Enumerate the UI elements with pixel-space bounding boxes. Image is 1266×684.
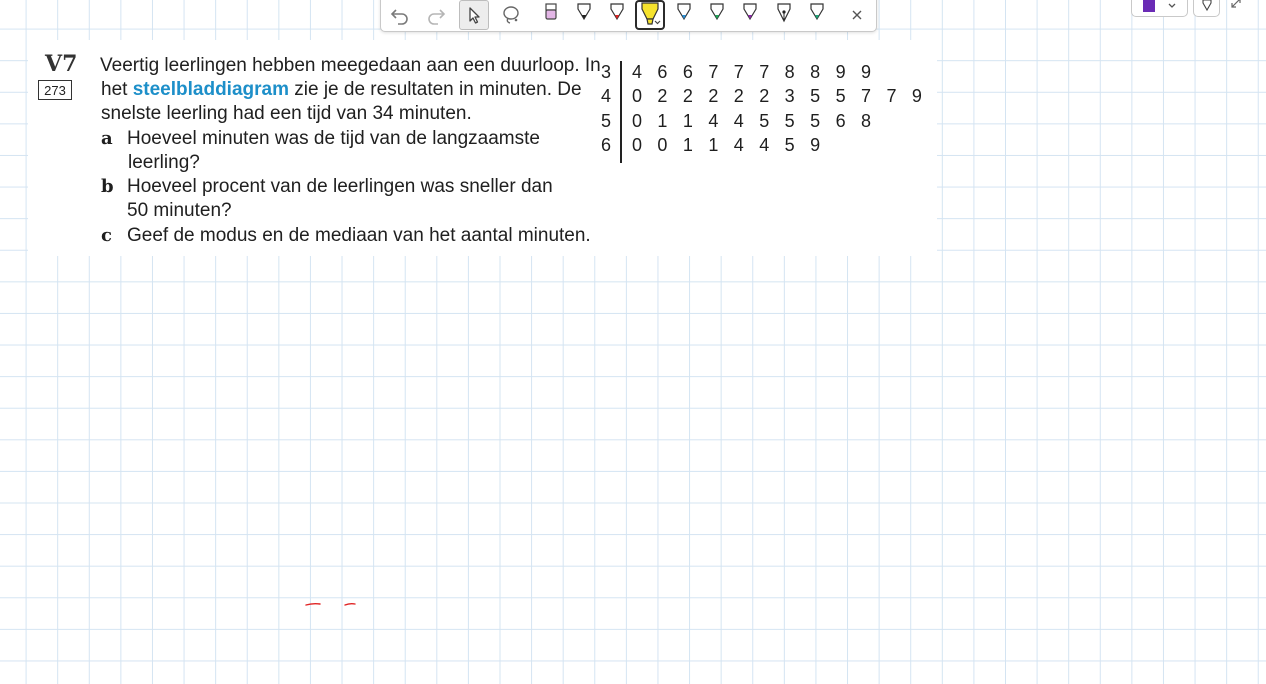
leaf-value: 7 (759, 62, 770, 82)
leaf-value: 2 (759, 86, 770, 107)
undo-icon[interactable] (385, 0, 415, 30)
leaf-value: 9 (810, 135, 821, 156)
leaf-value: 8 (810, 62, 821, 82)
intro-line-3: snelste leerling had een tijd van 34 minuten. (101, 103, 472, 124)
keyword-steelbladdiagram[interactable]: steelbladdiagram (132, 79, 289, 100)
question-letter-b: b (101, 176, 114, 197)
chevron-down-icon (1167, 2, 1177, 10)
pen-icon (1201, 0, 1213, 13)
question-b-line-2: 50 minuten? (127, 200, 232, 221)
leaf-value: 2 (682, 86, 693, 107)
question-a-line-1: Hoeveel minuten was de tijd van de langzaamste (127, 128, 540, 149)
exercise-number: V7 (45, 51, 78, 77)
green-pen-icon[interactable] (702, 0, 732, 30)
leaf-value: 0 (631, 86, 642, 107)
close-icon[interactable] (842, 0, 872, 30)
stem-value: 4 (600, 86, 611, 107)
leaf-value: 4 (708, 110, 719, 131)
lasso-icon[interactable] (496, 0, 526, 30)
redo-icon[interactable] (421, 0, 451, 30)
leaf-value: 5 (784, 135, 795, 156)
leaf-value: 1 (708, 135, 719, 156)
teal-pen-icon[interactable] (802, 0, 832, 30)
intro-line-2-end: zie je de resultaten in minuten. De (288, 79, 582, 100)
black-pen-icon[interactable] (569, 0, 599, 30)
blue-pen-icon[interactable] (669, 0, 699, 30)
question-b-line-1: Hoeveel procent van de leerlingen was sneller dan (127, 176, 553, 197)
red-pen-icon[interactable] (602, 0, 632, 30)
leaf-value: 1 (657, 110, 668, 131)
leaf-value: 2 (733, 86, 744, 107)
leaf-value: 8 (861, 110, 872, 131)
fountain-pen-icon[interactable] (769, 0, 799, 30)
leaf-value: 1 (682, 135, 693, 156)
leaf-value: 4 (631, 62, 642, 82)
stem-divider (620, 61, 622, 163)
pen-settings-button[interactable] (1193, 0, 1220, 17)
leaf-value: 9 (835, 62, 846, 82)
question-c-line-1: Geef de modus en de mediaan van het aantal minuten. (127, 225, 591, 246)
question-letter-a: a (101, 128, 113, 149)
red-ink-stroke (300, 596, 370, 616)
leaf-value: 2 (708, 86, 719, 107)
pointer-icon[interactable] (459, 0, 489, 30)
leaf-value: 4 (733, 135, 744, 156)
leaf-value: 2 (657, 86, 668, 107)
intro-line-2-start: het (101, 79, 133, 100)
stem-value: 6 (600, 135, 611, 156)
leaf-value: 4 (759, 135, 770, 156)
leaf-value: 6 (682, 62, 693, 82)
leaf-value: 5 (835, 86, 846, 107)
leaf-value: 6 (835, 110, 846, 131)
purple-pen-icon[interactable] (735, 0, 765, 30)
leaf-value: 5 (784, 110, 795, 131)
leaf-value: 6 (657, 62, 668, 82)
leaf-value: 7 (886, 86, 897, 107)
leaf-value: 9 (911, 86, 922, 107)
leaf-value: 8 (784, 62, 795, 82)
leaf-value: 9 (861, 62, 872, 82)
eraser-icon[interactable] (536, 0, 566, 30)
question-letter-c: c (101, 225, 112, 246)
yellow-highlighter-icon[interactable] (635, 0, 665, 30)
color-swatch-icon (1143, 0, 1155, 12)
leaf-value: 4 (733, 110, 744, 131)
leaf-value: 7 (733, 62, 744, 82)
expand-icon[interactable] (1228, 0, 1246, 12)
leaf-value: 5 (810, 110, 821, 131)
intro-line-1: Veertig leerlingen hebben meegedaan aan een duurloop. In (100, 55, 601, 76)
stem-value: 3 (600, 62, 611, 82)
leaf-value: 0 (657, 135, 668, 156)
stem-value: 5 (600, 110, 611, 131)
leaf-value: 7 (861, 86, 872, 107)
leaf-value: 1 (682, 110, 693, 131)
leaf-value: 0 (631, 110, 642, 131)
intro-line-2 (101, 78, 582, 102)
leaf-value: 3 (784, 86, 795, 107)
leaf-value: 7 (708, 62, 719, 82)
leaf-value: 5 (759, 110, 770, 131)
question-a-line-2: leerling? (128, 152, 200, 173)
color-picker-button[interactable] (1131, 0, 1188, 17)
leaf-value: 5 (810, 86, 821, 107)
drawing-toolbar (380, 0, 877, 32)
page-reference: 273 (38, 80, 72, 100)
leaf-value: 0 (631, 135, 642, 156)
